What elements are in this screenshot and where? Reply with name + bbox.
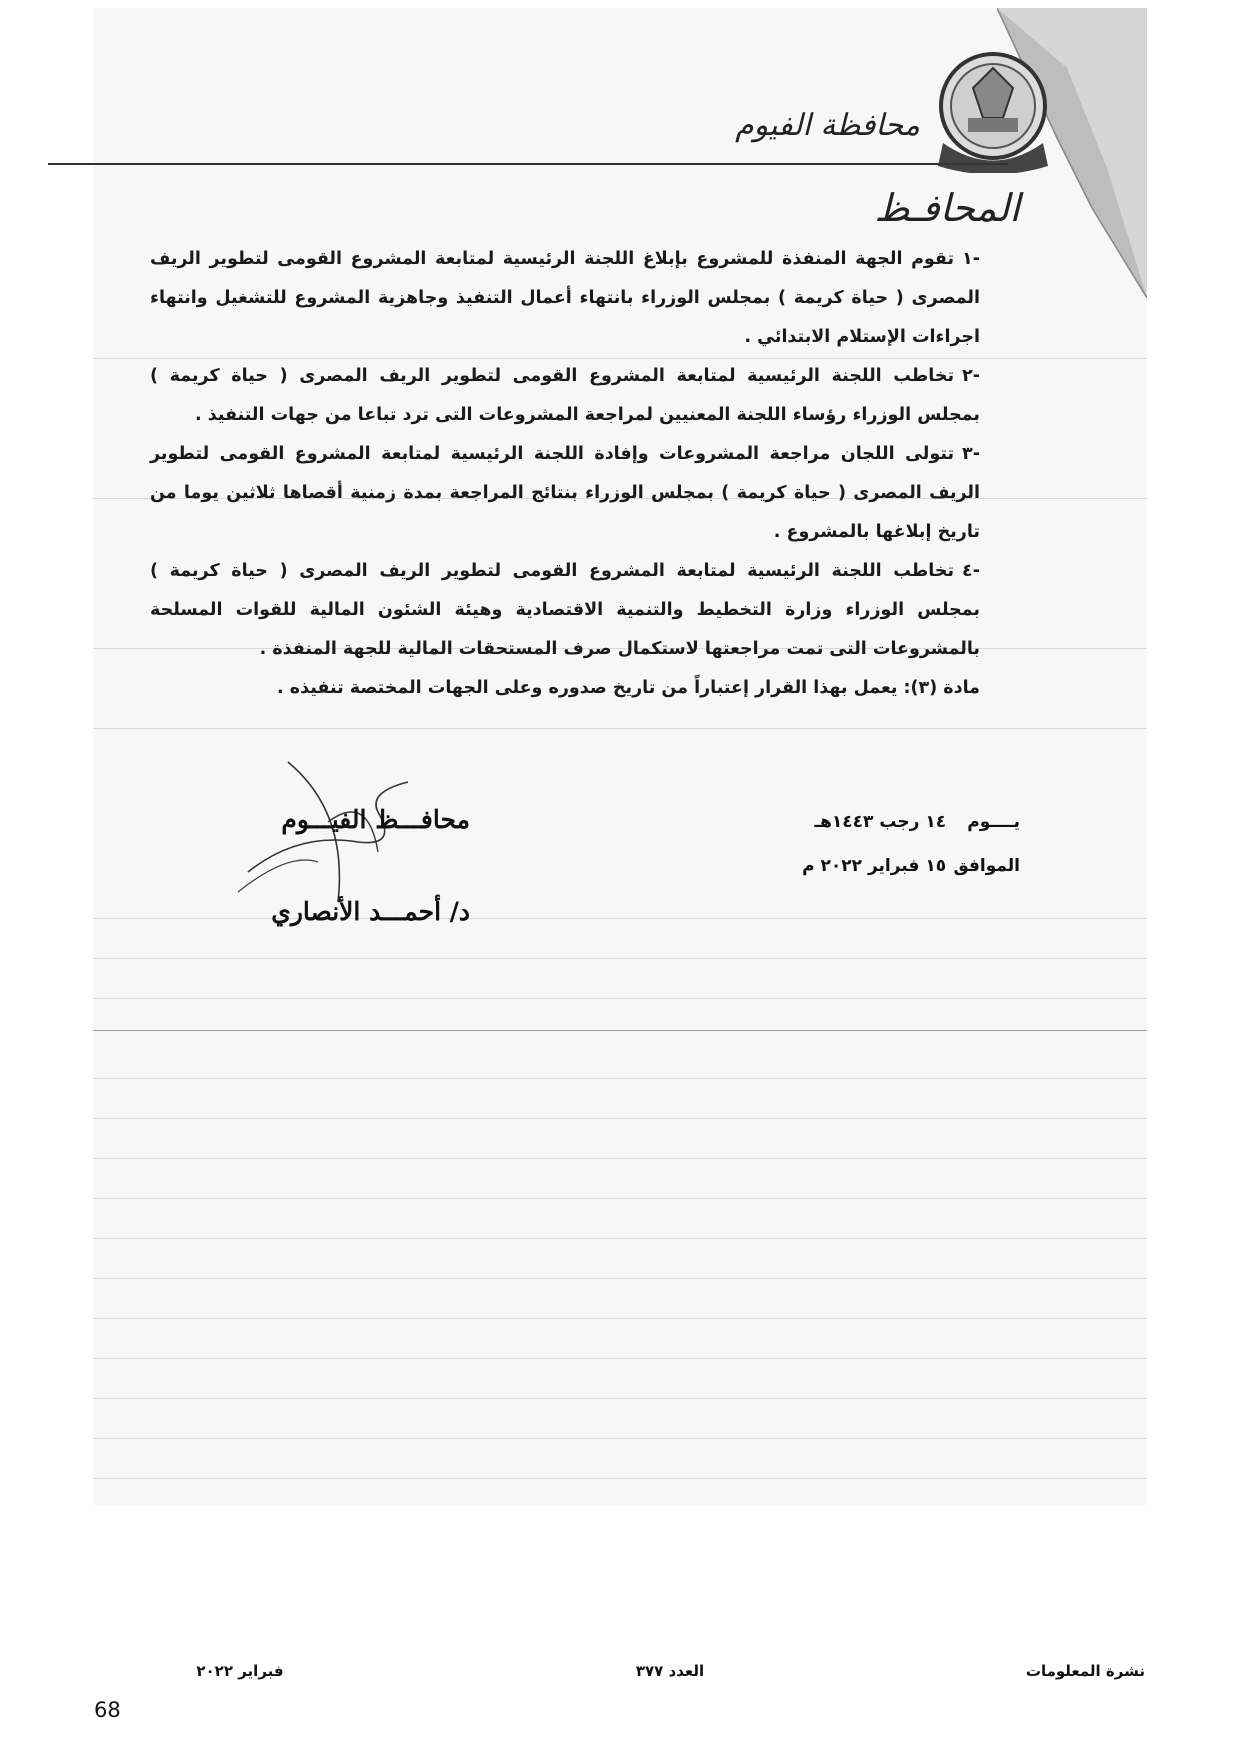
item-number: -٢: [962, 366, 980, 386]
office-heading: المحافـظ: [874, 186, 1020, 230]
article-3: مادة (٣): يعمل بهذا القرار إعتباراً من تاريخ صدوره وعلى الجهات المختصة تنفيذه .: [277, 678, 980, 698]
header-divider: [48, 163, 1008, 165]
hijri-date-label: يــــوم: [967, 812, 1020, 832]
gregorian-date-label: الموافق: [953, 856, 1020, 876]
hijri-date-row: [700, 800, 1020, 844]
governorate-emblem-icon: [933, 48, 1053, 173]
item-text: تتولى اللجان مراجعة المشروعات وإفادة اللجنة الرئيسية لمتابعة المشروع القومى لتطوير الريف المصرى ( حياة كريمة ) بمجلس الوزراء بنتائج المراجعة بمدة زمنية أقصاها ثلاثين يوما من تاريخ إبلاغها بالمشروع .: [150, 444, 980, 542]
gregorian-date-row: [700, 844, 1020, 888]
decree-item: [150, 552, 980, 669]
item-text: تخاطب اللجنة الرئيسية لمتابعة المشروع القومى لتطوير الريف المصرى ( حياة كريمة ) بمجلس الوزراء رؤساء اللجنة المعنيين لمراجعة المشروعات التى ترد تباعا من جهات التنفيذ .: [150, 366, 980, 425]
gregorian-date-value: ١٥ فبراير ٢٠٢٢ م: [802, 856, 947, 876]
date-block: [700, 800, 1020, 888]
item-number: -٤: [962, 561, 980, 581]
footer-issue: العدد ٣٧٧: [635, 1662, 705, 1680]
item-text: تخاطب اللجنة الرئيسية لمتابعة المشروع القومى لتطوير الريف المصرى ( حياة كريمة ) بمجلس الوزراء وزارة التخطيط والتنمية الاقتصادية وهيئة الشئون المالية للقوات المسلحة بالمشروعات التى تمت مراجعتها لاستكمال صرف المستحقات المالية للجهة المنفذة .: [150, 561, 980, 659]
item-number: -٣: [962, 444, 980, 464]
footer-publication: نشرة المعلومات: [1025, 1662, 1145, 1680]
governorate-name: محافظة الفيوم: [735, 108, 920, 143]
decree-body: [150, 240, 980, 708]
signatory-title: محافـــظ الفيـــوم: [281, 805, 470, 834]
decree-item: [150, 435, 980, 552]
footer-date: فبراير ٢٠٢٢: [196, 1662, 284, 1680]
decree-item: [150, 357, 980, 435]
signature-block: [230, 800, 470, 932]
hijri-date-value: ١٤ رجب ١٤٤٣هـ: [814, 812, 947, 832]
decree-item: [150, 240, 980, 357]
item-number: -١: [962, 249, 980, 269]
item-text: تقوم الجهة المنفذة للمشروع بإبلاغ اللجنة الرئيسية لمتابعة المشروع القومى لتطوير الريف المصرى ( حياة كريمة ) بمجلس الوزراء بانتهاء أعمال التنفيذ وجاهزية المشروع للتشغيل وانتهاء اجراءات الإستلام الابتدائي .: [150, 249, 980, 347]
signatory-name: د/ أحمـــد الأنصاري: [271, 897, 470, 926]
page-number: 68: [94, 1698, 121, 1722]
